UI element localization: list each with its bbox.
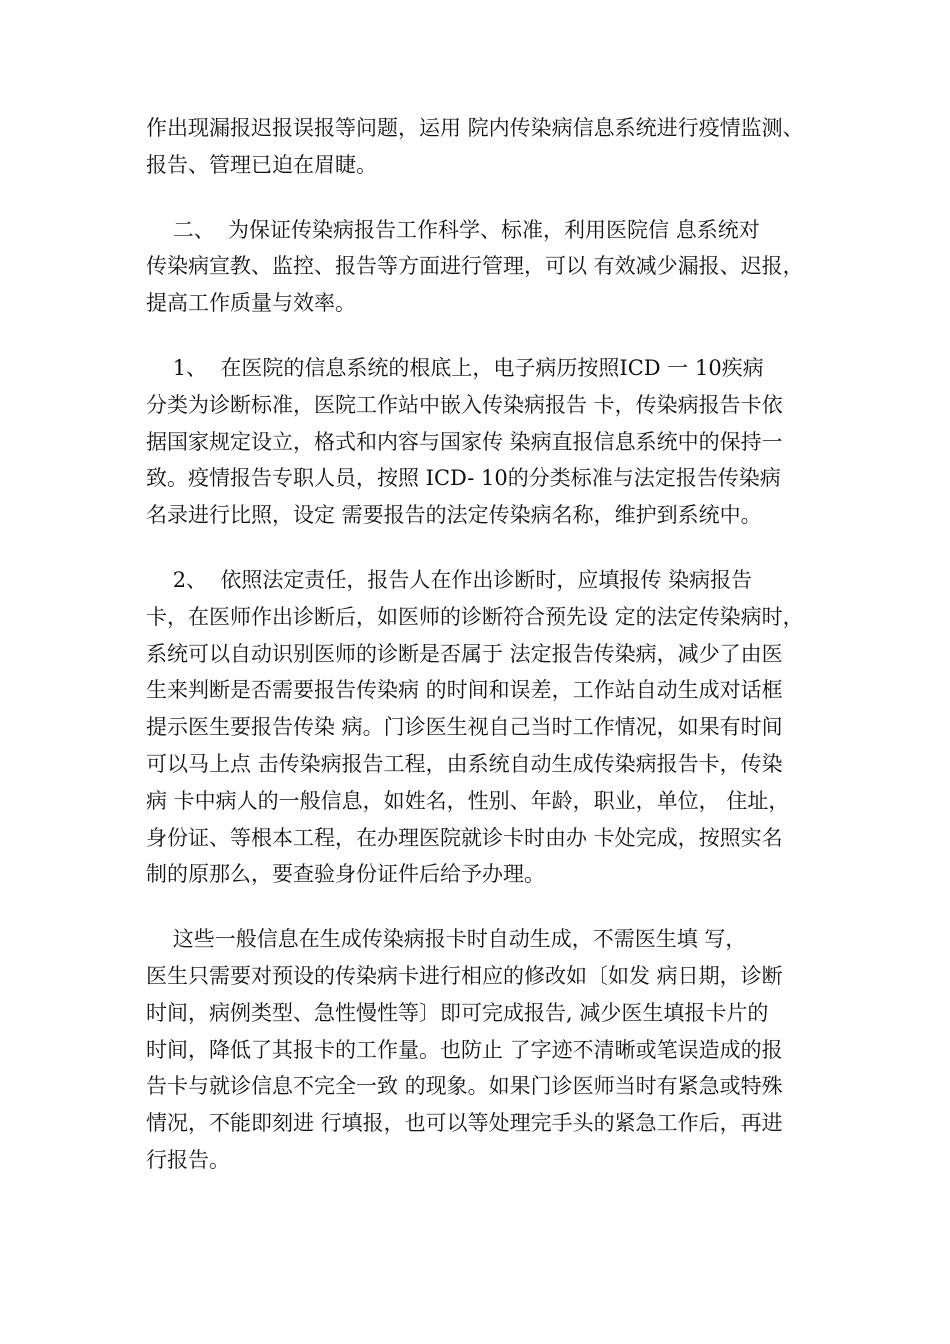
- text-line: 医生只需要对预设的传染病卡进行相应的修改如〔如发 病日期，诊断: [146, 963, 783, 988]
- paragraph-4: [146, 562, 810, 893]
- paragraph-5: [146, 921, 810, 1179]
- text-line: 分类为诊断标准，医院工作站中嵌入传染病报告 卡，传染病报告卡依: [146, 392, 783, 417]
- text-line: 卡，在医师作出诊断后，如医师的诊断符合预先设 定的法定传染病时，: [146, 604, 804, 629]
- text-line: 名录进行比照，设定 需要报告的法定传染病名称，维护到系统中。: [146, 503, 762, 528]
- text-line: 2、 依照法定责任，报告人在作出诊断时，应填报传 染病报告: [146, 567, 753, 592]
- paragraph-2: [146, 212, 810, 322]
- text-line: 传染病宣教、监控、报告等方面进行管理，可以 有效减少漏报、迟报，: [146, 254, 804, 279]
- text-line: 时间，病例类型、急性慢性等〕即可完成报告, 减少医生填报卡片的: [146, 1000, 769, 1025]
- text-line: 系统可以自动识别医师的诊断是否属于 法定报告传染病，减少了由医: [146, 641, 783, 666]
- text-line: 时间，降低了其报卡的工作量。也防止 了字迹不清晰或笔误造成的报: [146, 1037, 783, 1062]
- paragraph-1: [146, 110, 810, 184]
- text-line: 提高工作质量与效率。: [146, 291, 356, 316]
- text-line: 提示医生要报告传染 病。门诊医生视自己当时工作情况，如果有时间: [146, 715, 783, 740]
- text-line: 报告、管理已迫在眉睫。: [146, 152, 377, 177]
- text-line: 可以马上点 击传染病报告工程，由系统自动生成传染病报告卡，传染: [146, 751, 783, 776]
- text-line: 制的原那么，要查验身份证件后给予办理。: [146, 862, 545, 887]
- text-line: 据国家规定设立，格式和内容与国家传 染病直报信息系统中的保持一: [146, 429, 783, 454]
- text-line: 行报告。: [146, 1147, 230, 1172]
- text-line: 病 卡中病人的一般信息，如姓名，性别、年龄，职业，单位， 住址，: [146, 788, 790, 813]
- text-line: 作出现漏报迟报误报等问题，运用 院内传染病信息系统进行疫情监测、: [146, 116, 804, 140]
- paragraph-3: [146, 350, 810, 534]
- text-line: 二、 为保证传染病报告工作科学、标准，利用医院信 息系统对: [146, 217, 760, 242]
- text-line: 告卡与就诊信息不完全一致 的现象。如果门诊医师当时有紧急或特殊: [146, 1074, 783, 1099]
- text-line: 这些一般信息在生成传染病报卡时自动生成，不需医生填 写，: [146, 927, 747, 952]
- text-line: 身份证、等根本工程，在办理医院就诊卡时由办 卡处完成，按照实名: [146, 825, 783, 850]
- document-body: [146, 110, 810, 1207]
- text-line: 致。疫情报告专职人员，按照 ICD- 10的分类标准与法定报告传染病: [146, 466, 781, 491]
- text-line: 情况，不能即刻进 行填报，也可以等处理完手头的紧急工作后，再进: [146, 1111, 783, 1136]
- text-line: 1、 在医院的信息系统的根底上，电子病历按照ICD 一 10疾病: [146, 355, 764, 380]
- text-line: 生来判断是否需要报告传染病 的时间和误差，工作站自动生成对话框: [146, 678, 783, 703]
